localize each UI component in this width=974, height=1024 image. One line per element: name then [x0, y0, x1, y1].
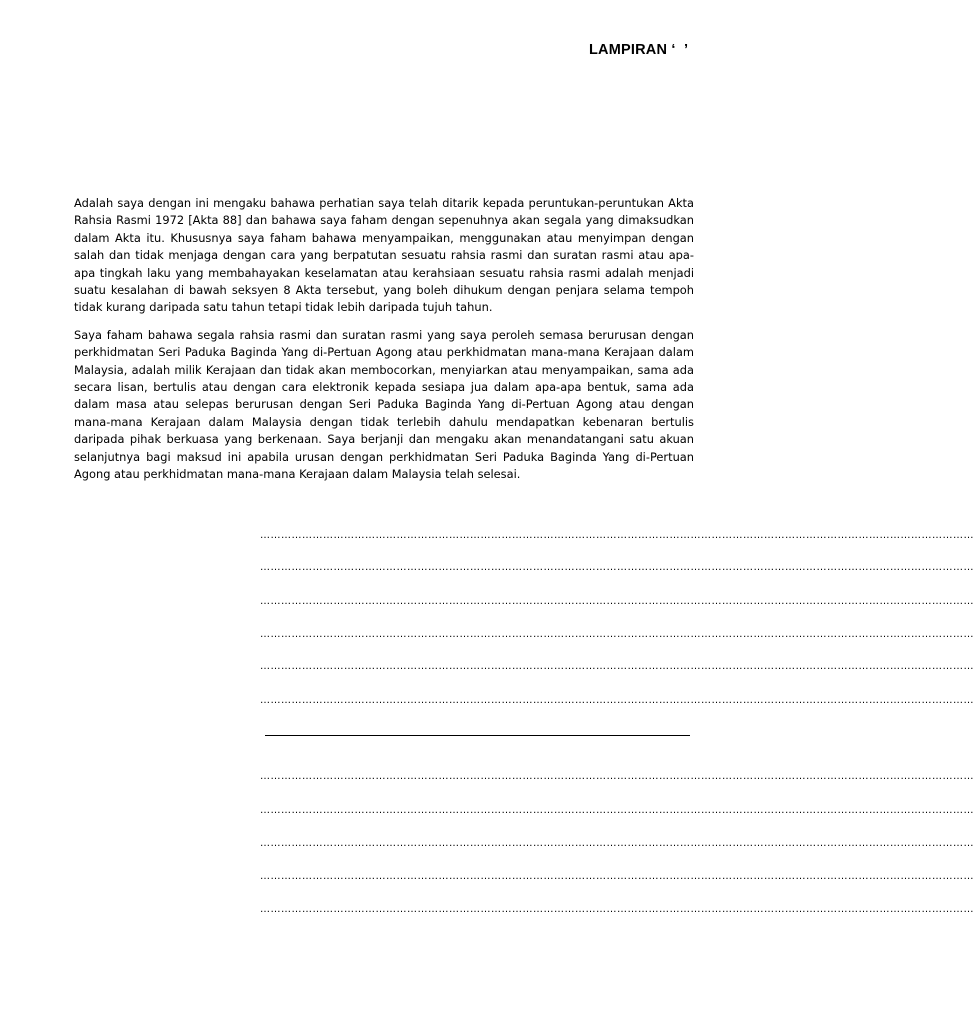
- fill-in-line-11[interactable]: ……………………………………………………………………………………………………………………………………………………………………………………: [260, 904, 974, 915]
- fill-in-line-7[interactable]: ……………………………………………………………………………………………………………………………………………………………………………………: [260, 771, 974, 782]
- fill-in-line-2[interactable]: ……………………………………………………………………………………………………………………………………………………………………………………: [260, 562, 974, 573]
- lampiran-heading: LAMPIRAN ‘ ’: [589, 42, 689, 58]
- fill-in-line-3[interactable]: ……………………………………………………………………………………………………………………………………………………………………………………: [260, 596, 974, 607]
- fill-in-line-10[interactable]: ……………………………………………………………………………………………………………………………………………………………………………………: [260, 871, 974, 882]
- fill-in-line-9[interactable]: ……………………………………………………………………………………………………………………………………………………………………………………: [260, 838, 974, 849]
- fill-in-line-1[interactable]: ……………………………………………………………………………………………………………………………………………………………………………………: [260, 530, 974, 541]
- declaration-paragraph-1: Adalah saya dengan ini mengaku bahawa perhatian saya telah ditarik kepada peruntukan-peruntukan Akta Rahsia Rasmi 1972 [Akta 88] dan bahawa saya faham dengan sepenuhnya akan segala yang dimaksudkan dalam Akta itu. Khususnya saya faham bahawa menyampaikan, menggunakan atau menyimpan dengan salah dan tidak menjaga dengan cara yang berpatutan sesuatu rahsia rasmi dan suratan rasmi atau apa-apa tingkah laku yang membahayakan keselamatan atau kerahsiaan sesuatu rahsia rasmi adalah menjadi suatu kesalahan di bawah seksyen 8 Akta tersebut, yang boleh dihukum dengan penjara selama tempoh tidak kurang daripada satu tahun tetapi tidak lebih daripada tujuh tahun.: [74, 196, 694, 315]
- declaration-paragraph-2: Saya faham bahawa segala rahsia rasmi dan suratan rasmi yang saya peroleh semasa berurusan dengan perkhidmatan Seri Paduka Baginda Yang di-Pertuan Agong atau perkhidmatan mana-mana Kerajaan dalam Malaysia, adalah milik Kerajaan dan tidak akan membocorkan, menyiarkan atau menyampaikan, sama ada secara lisan, bertulis atau dengan cara elektronik kepada sesiapa jua dalam apa-apa bentuk, sama ada dalam masa atau selepas berurusan dengan Seri Paduka Baginda Yang di-Pertuan Agong atau dengan mana-mana Kerajaan dalam Malaysia dengan tidak terlebih dahulu mendapatkan kebenaran bertulis daripada pihak berkuasa yang berkenaan. Saya berjanji dan mengaku akan menandatangani satu akuan selanjutnya bagi maksud ini apabila urusan dengan perkhidmatan Seri Paduka Baginda Yang di-Pertuan Agong atau perkhidmatan mana-mana Kerajaan dalam Malaysia telah selesai.: [74, 327, 694, 482]
- fill-in-line-4[interactable]: ……………………………………………………………………………………………………………………………………………………………………………………: [260, 629, 974, 640]
- declaration-body: [74, 195, 694, 494]
- fill-in-line-6[interactable]: ……………………………………………………………………………………………………………………………………………………………………………………: [260, 695, 974, 706]
- fill-in-line-8[interactable]: ……………………………………………………………………………………………………………………………………………………………………………………: [260, 805, 974, 816]
- signature-divider-line: [265, 735, 690, 736]
- fill-in-line-5[interactable]: ……………………………………………………………………………………………………………………………………………………………………………………: [260, 661, 974, 672]
